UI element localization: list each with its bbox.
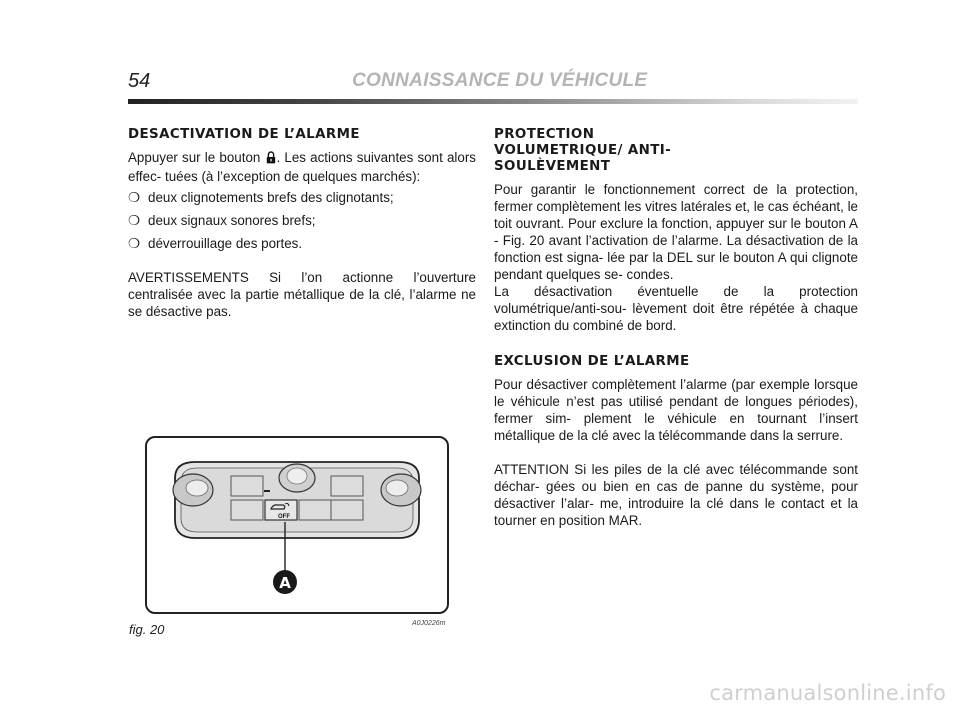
bullet-glyph: ❍ [128, 236, 141, 251]
bullet-glyph: ❍ [128, 190, 141, 205]
heading-desactivation: DESACTIVATION DE L’ALARME [128, 127, 360, 142]
off-label: OFF [278, 514, 290, 520]
exclusion-paragraph: Pour désactiver complètement l’alarme (par exemple lorsque le véhicule n’est pas utilisé pendant de longues périodes), fermer sim- plement le véhicule en tournant l’insert métallique de la clé avec la télécommande dans la serrure. [494, 377, 858, 443]
action-list [128, 189, 476, 252]
list-item-text: déverrouillage des portes. [148, 236, 303, 251]
page-number: 54 [128, 70, 151, 92]
intro-paragraph [128, 149, 476, 185]
list-item [128, 189, 476, 206]
warning-paragraph: AVERTISSEMENTS Si l’on actionne l’ouverture centralisée avec la partie métallique de la clé, l’alarme ne se désactive pas. [128, 270, 476, 319]
callout-label: A [279, 574, 291, 592]
intro-text-after: . Les actions suivantes sont alors effec- tuées (à l’exception de quelques marchés): [128, 150, 476, 184]
right-column [494, 127, 858, 529]
figure-code: A0J0226m [412, 620, 446, 627]
attention-paragraph: ATTENTION Si les piles de la clé avec télécommande sont déchar- gées ou bien en cas de panne du système, pour désactiver l’alar- me, introduire la clé dans le contact et la tourner en position MAR. [494, 462, 858, 528]
left-column [128, 127, 476, 320]
running-head: CONNAISSANCE DU VÉHICULE [352, 70, 648, 91]
figure-ceiling-console [145, 436, 449, 614]
list-item [128, 235, 476, 252]
ceiling-console-illustration [147, 438, 447, 612]
watermark: carmanualsonline.info [709, 681, 946, 705]
heading-protection: PROTECTION VOLUMETRIQUE/ ANTI-SOULÈVEMENT [494, 127, 672, 174]
header-rule [128, 99, 858, 104]
bullet-glyph: ❍ [128, 213, 141, 228]
padlock-icon [266, 151, 276, 168]
intro-text-before: Appuyer sur le bouton [128, 150, 261, 165]
list-item-text: deux signaux sonores brefs; [148, 213, 316, 228]
list-item [128, 212, 476, 229]
protection-note: La désactivation éventuelle de la protection volumétrique/anti-sou- lèvement doit être répétée à chaque extinction du combiné de bord. [494, 284, 858, 333]
figure-caption: fig. 20 [129, 622, 165, 637]
heading-exclusion: EXCLUSION DE L’ALARME [494, 354, 690, 369]
protection-paragraph: Pour garantir le fonctionnement correct de la protection, fermer complètement les vitres latérales et, le cas échéant, le toit ouvrant. Pour exclure la fonction, appuyer sur le bouton A - Fig. 20 avant l’activation de l’alarme. La désactivation de la fonction est signa- lée par la DEL sur le bouton A qui clignote pendant quelques se- condes. [494, 182, 858, 282]
list-item-text: deux clignotements brefs des clignotants; [148, 190, 394, 205]
